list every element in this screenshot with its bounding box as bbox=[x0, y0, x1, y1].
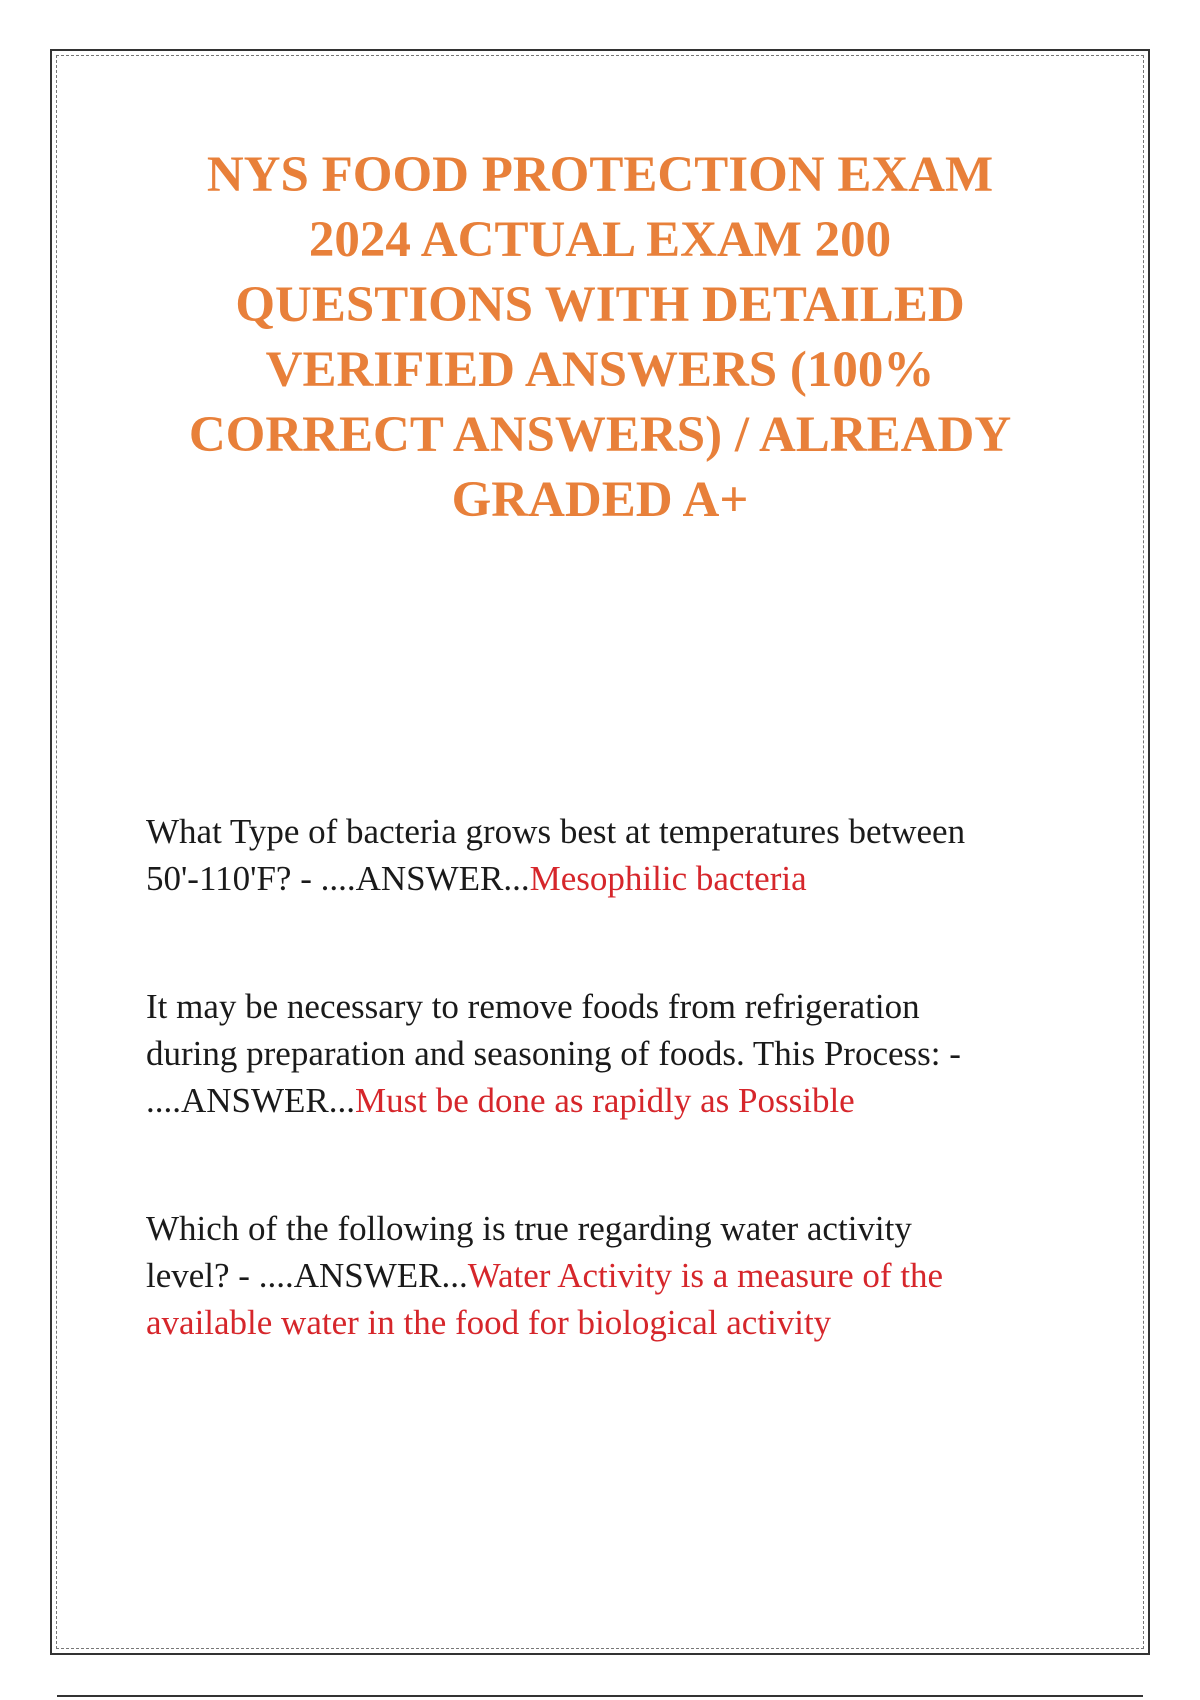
title-line-5: CORRECT ANSWERS) / ALREADY bbox=[188, 407, 1012, 463]
question-text: What Type of bacteria grows best at temperatures between bbox=[146, 812, 966, 851]
question-line-2 bbox=[146, 855, 1076, 902]
title-line-1: NYS FOOD PROTECTION EXAM bbox=[206, 147, 994, 203]
title-line-6: GRADED A+ bbox=[451, 472, 749, 528]
qa-item-3 bbox=[146, 1205, 1076, 1346]
question-text: 50'-110'F? - ....ANSWER... bbox=[146, 859, 530, 898]
answer-text: Must be done as rapidly as Possible bbox=[355, 1081, 855, 1120]
question-line-3 bbox=[146, 1077, 1076, 1124]
title-line-4: VERIFIED ANSWERS (100% bbox=[265, 342, 935, 398]
answer-text: available water in the food for biological activity bbox=[146, 1303, 832, 1342]
answer-text: Water Activity is a measure of the bbox=[467, 1256, 944, 1295]
question-text: level? - ....ANSWER... bbox=[146, 1256, 468, 1295]
title-line-2: 2024 ACTUAL EXAM 200 bbox=[308, 212, 892, 268]
answer-text: Mesophilic bacteria bbox=[529, 859, 807, 898]
question-text: during preparation and seasoning of foods. This Process: - bbox=[146, 1034, 961, 1073]
footer-rule bbox=[57, 1695, 1143, 1697]
title-line-3: QUESTIONS WITH DETAILED bbox=[235, 277, 965, 333]
qa-item-1 bbox=[146, 808, 1076, 902]
question-text: ....ANSWER... bbox=[146, 1081, 356, 1120]
question-text: It may be necessary to remove foods from refrigeration bbox=[146, 987, 920, 1026]
question-line-2 bbox=[146, 1252, 1076, 1299]
qa-item-2 bbox=[146, 983, 1076, 1124]
document-title bbox=[120, 143, 1080, 533]
question-text: Which of the following is true regarding water activity bbox=[146, 1209, 912, 1248]
